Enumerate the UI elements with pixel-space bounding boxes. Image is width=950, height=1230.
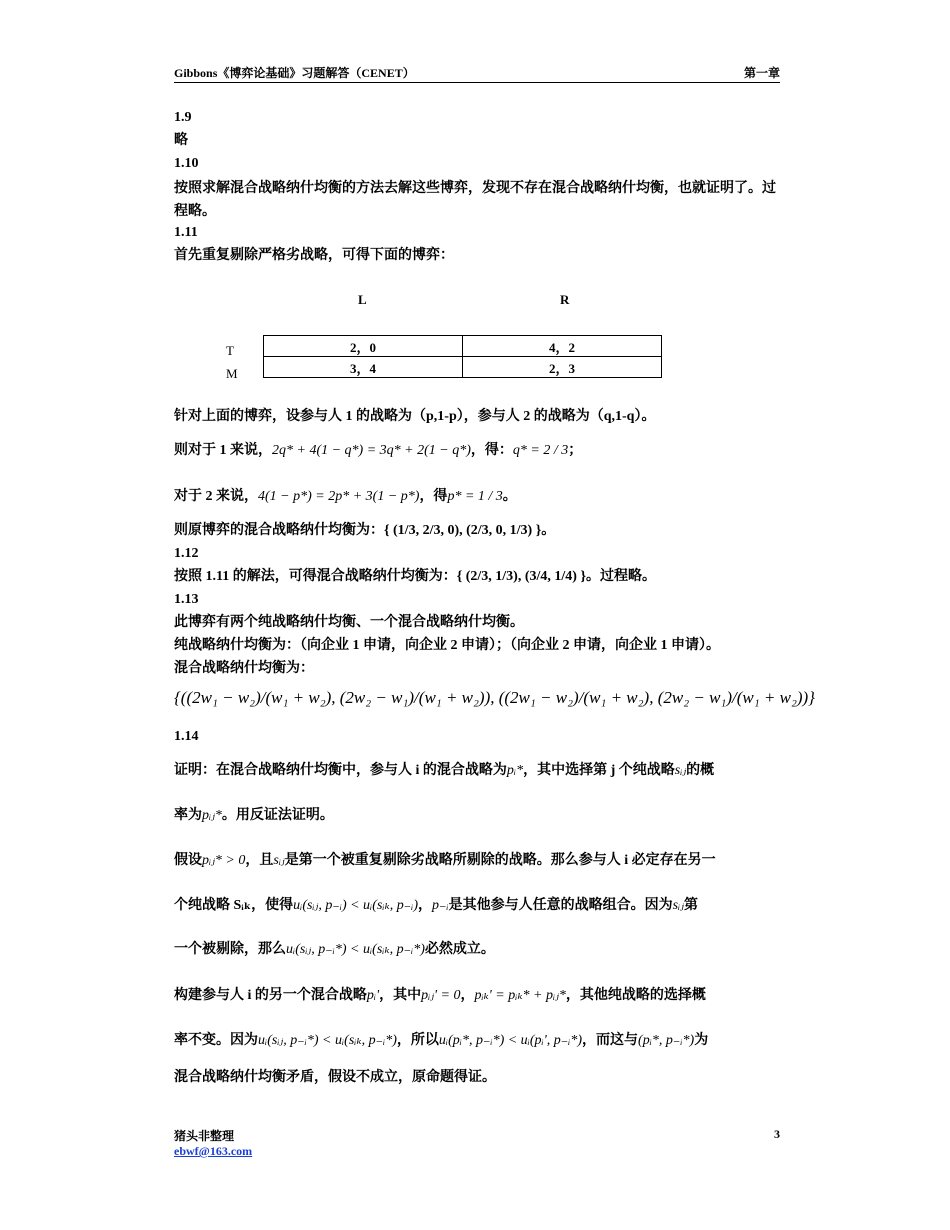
math-expr: pᵢₖ' = pᵢₖ* + pᵢⱼ*: [474, 988, 566, 1003]
page-header: [174, 64, 780, 83]
proof-line-2: [174, 806, 784, 826]
player1-end: ；: [568, 443, 583, 458]
section-1-10-text: 按照求解混合战略纳什均衡的方法去解这些博弈，发现不存在混合战略纳什均衡，也就证明了。过程略。: [174, 181, 776, 219]
section-1-13-line1: 此博弈有两个纯战略纳什均衡、一个混合战略纳什均衡。: [174, 615, 524, 630]
payoff-cell-M-L: 3，4: [264, 357, 463, 378]
proof-text: 一个被剔除，那么: [174, 942, 286, 957]
strategy-setup: 针对上面的博弈，设参与人 1 的战略为（p,1-p），参与人 2 的战略为（q,1-q）。: [174, 409, 656, 424]
proof-text: 个纯战略 Sᵢₖ，使得: [174, 898, 294, 913]
payoff-cell-M-R: 2，3: [463, 357, 662, 378]
proof-text: 率为: [174, 808, 202, 823]
proof-text: ，: [460, 988, 475, 1003]
section-1-13-line3: 混合战略纳什均衡为：: [174, 661, 314, 676]
proof-text: ，其中: [379, 988, 422, 1003]
section-1-9-text: 略: [174, 133, 188, 148]
proof-line-6: [174, 986, 784, 1006]
proof-text: 率不变。因为: [174, 1033, 258, 1048]
footer-author: 猪头非整理: [174, 1129, 235, 1143]
math-expr: uᵢ(pᵢ*, p₋ᵢ*) < uᵢ(pᵢ', p₋ᵢ*): [438, 1033, 583, 1048]
header-chapter: 第一章: [743, 66, 780, 80]
proof-text: 必然成立。: [424, 942, 495, 957]
proof-line-4: [174, 896, 784, 916]
player1-mid: ，得：: [470, 443, 513, 458]
table-row: [264, 336, 662, 357]
footer-email-link[interactable]: ebwf@163.com: [174, 1144, 253, 1158]
proof-text: ，: [417, 898, 432, 913]
proof-text: 构建参与人 i 的另一个混合战略: [174, 988, 367, 1003]
section-1-12-number: 1.12: [174, 546, 199, 561]
proof-text: 第: [683, 898, 698, 913]
row-label-T: T: [226, 343, 234, 358]
section-1-12-text: 按照 1.11 的解法，可得混合战略纳什均衡为：{ (2/3, 1/3), (3/4, 1/4) }。过程略。: [174, 569, 656, 584]
player2-end: 。: [502, 489, 517, 504]
player1-equation-line: [174, 441, 784, 461]
row-label-M: M: [226, 366, 238, 381]
payoff-matrix: [263, 335, 662, 378]
player2-result: p* = 1 / 3: [447, 489, 503, 504]
proof-text: ，而这与: [582, 1033, 639, 1048]
section-1-13-number: 1.13: [174, 592, 199, 607]
proof-line-3: [174, 851, 784, 871]
math-expr: pᵢⱼ* > 0: [202, 853, 246, 868]
math-expr: uᵢ(sᵢⱼ, p₋ᵢ*) < uᵢ(sᵢₖ, p₋ᵢ*): [286, 942, 425, 957]
proof-text: ，所以: [396, 1033, 439, 1048]
math-expr: sᵢⱼ: [273, 853, 285, 868]
section-1-11-result: 则原博弈的混合战略纳什均衡为：{ (1/3, 2/3, 0), (2/3, 0, 1/3) }。: [174, 523, 556, 538]
section-1-9-number: 1.9: [174, 110, 192, 125]
proof-text: 是第一个被重复剔除劣战略所剔除的战略。那么参与人 i 必定存在另一: [284, 853, 716, 868]
math-expr: pᵢ*: [506, 763, 524, 778]
proof-text: ，其中选择第 j 个纯战略: [523, 763, 675, 778]
table-row: [264, 357, 662, 378]
payoff-cell-T-L: 2，0: [264, 336, 463, 357]
player2-mid: ，得: [419, 489, 448, 504]
math-expr: sᵢⱼ: [674, 763, 687, 778]
proof-text: 为: [694, 1033, 709, 1048]
section-1-11-intro: 首先重复剔除严格劣战略，可得下面的博弈：: [174, 248, 454, 263]
section-1-10-number: 1.10: [174, 156, 199, 171]
section-1-13-line2: 纯战略纳什均衡为：（向企业 1 申请，向企业 2 申请）；（向企业 2 申请，向企业 1 申请）。: [174, 638, 720, 653]
proof-text: 是其他参与人任意的战略组合。因为: [448, 898, 673, 913]
player2-equation-line: [174, 487, 784, 507]
player2-prefix: 对于 2 来说，: [174, 489, 258, 504]
proof-text: ，其他纯战略的选择概: [565, 988, 706, 1003]
mixed-equilibrium-formula: {((2w₁ − w₂)/(w₁ + w₂), (2w₂ − w₁)/(w₁ + w₂)), ((2w₁ − w₂)/(w₁ + w₂), (2w₂ − w₁)/(w₁ + w₂))}: [174, 688, 815, 707]
page-footer: [174, 1127, 780, 1159]
col-label-R: R: [560, 292, 570, 307]
player1-prefix: 则对于 1 来说，: [174, 443, 272, 458]
proof-line-7: [174, 1031, 784, 1051]
player1-result: q* = 2 / 3: [512, 443, 569, 458]
proof-line-5: [174, 940, 784, 960]
math-expr: (pᵢ*, p₋ᵢ*): [638, 1033, 695, 1048]
section-1-11-number: 1.11: [174, 225, 198, 240]
payoff-cell-T-R: 4，2: [463, 336, 662, 357]
section-1-14-number: 1.14: [174, 729, 199, 744]
math-expr: p₋ᵢ: [431, 898, 449, 913]
proof-line-8: 混合战略纳什均衡矛盾，假设不成立，原命题得证。: [174, 1070, 496, 1085]
math-expr: pᵢⱼ' = 0: [421, 988, 461, 1003]
proof-text: 。用反证法证明。: [221, 808, 334, 823]
proof-text: 假设: [174, 853, 202, 868]
proof-text: 证明：在混合战略纳什均衡中，参与人 i 的混合战略为: [174, 763, 507, 778]
math-expr: pᵢ': [366, 988, 380, 1003]
math-expr: uᵢ(sᵢⱼ, p₋ᵢ*) < uᵢ(sᵢₖ, p₋ᵢ*): [258, 1033, 397, 1048]
proof-text: 的概: [686, 763, 715, 778]
math-expr: uᵢ(sᵢⱼ, p₋ᵢ) < uᵢ(sᵢₖ, p₋ᵢ): [293, 898, 418, 913]
math-expr: sᵢⱼ: [672, 898, 684, 913]
math-expr: pᵢⱼ*: [202, 808, 222, 823]
player2-equation: 4(1 − p*) = 2p* + 3(1 − p*): [258, 489, 420, 504]
header-title: Gibbons《博弈论基础》习题解答（CENET）: [174, 66, 415, 80]
col-label-L: L: [358, 292, 367, 307]
proof-line-1: [174, 761, 784, 781]
proof-text: ，且: [245, 853, 274, 868]
page-number: 3: [774, 1127, 780, 1141]
player1-equation: 2q* + 4(1 − q*) = 3q* + 2(1 − q*): [272, 443, 471, 458]
